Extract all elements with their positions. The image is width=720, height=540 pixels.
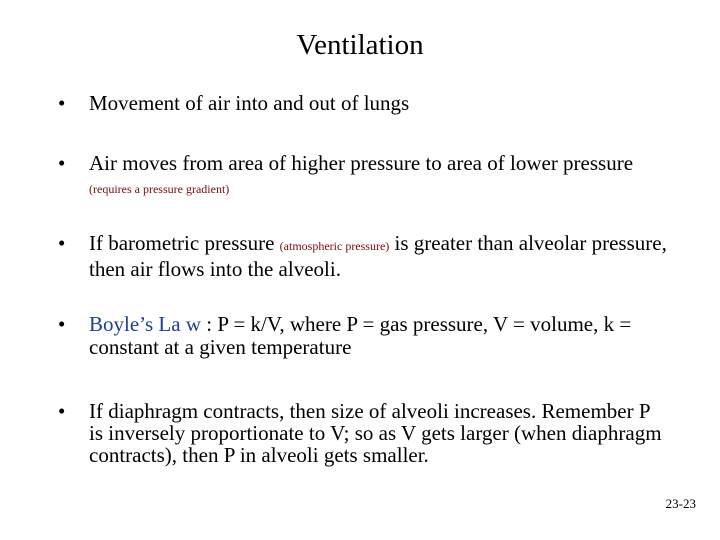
bullet-marker: • xyxy=(58,312,66,336)
bullet-marker: • xyxy=(58,231,66,255)
bullet-text xyxy=(89,92,668,115)
bullet-item-5 xyxy=(58,400,668,466)
bullet-item-2 xyxy=(58,152,668,201)
bullet-text-before: If barometric pressure xyxy=(89,231,275,255)
slide-title: Ventilation xyxy=(296,29,424,61)
bullet-text xyxy=(89,232,668,281)
bullet-note: (atmospheric pressure) xyxy=(279,239,390,253)
bullet-note: (requires a pressure gradient) xyxy=(89,182,230,196)
bullet-marker: • xyxy=(58,151,66,175)
law-name: Boyle’s La w xyxy=(89,312,201,336)
bullet-text-after: : P = k/V, where P = gas pressure, V = volume, k = constant at a given temperature xyxy=(89,312,632,359)
bullet-marker: • xyxy=(58,91,66,115)
bullet-marker: • xyxy=(58,399,66,423)
bullet-text xyxy=(89,313,668,359)
bullet-text-after: is greater than alveolar pressure, then air flows into the alveoli. xyxy=(89,231,667,281)
bullet-text-main: Air moves from area of higher pressure to area of lower pressure xyxy=(89,151,634,175)
page-number: 23-23 xyxy=(665,496,696,511)
bullet-text xyxy=(89,400,668,466)
bullet-text xyxy=(89,152,668,201)
bullet-item-4 xyxy=(58,313,668,359)
bullet-item-1 xyxy=(58,92,668,115)
bullet-text-main: Movement of air into and out of lungs xyxy=(89,91,410,115)
bullet-text-main: If diaphragm contracts, then size of alveoli increases. Remember P is inversely proportionate to V; so as V gets larger (when diaphragm contracts), then P in alveoli gets smaller. xyxy=(89,399,662,467)
bullet-item-3 xyxy=(58,232,668,281)
